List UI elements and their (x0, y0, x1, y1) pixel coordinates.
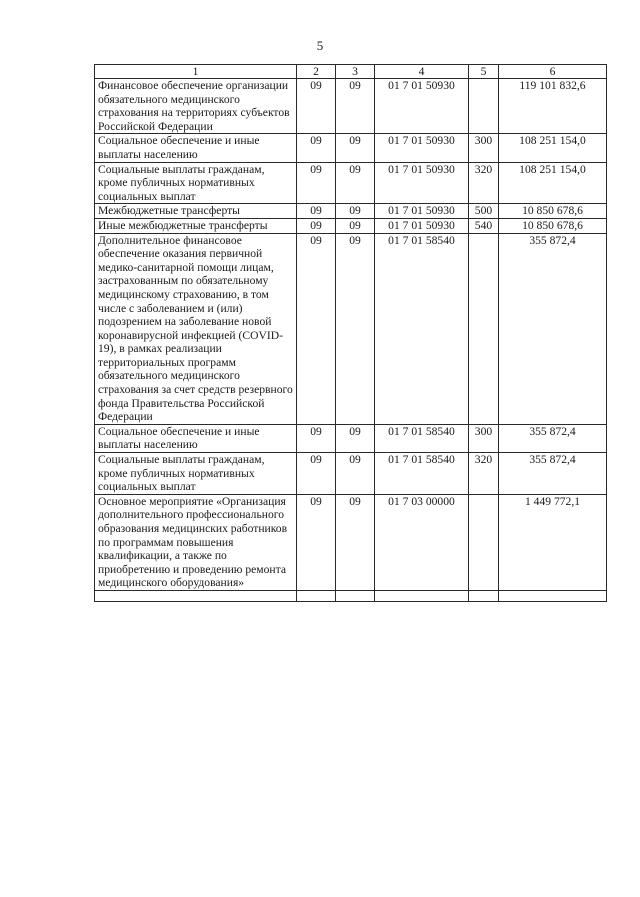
table-row (95, 424, 607, 452)
page-number: 5 (316, 38, 324, 53)
row-rz: 09 (297, 494, 336, 590)
table-row (95, 162, 607, 204)
spacer-cell (95, 590, 297, 601)
header-col-2: 2 (297, 65, 336, 79)
row-name: Дополнительное финансовое обеспечение оказания первичной медико-санитарной помощи лицам, застрахованным по обязательному медицинскому страхованию, в том числе с заболеванием и (или) подозрением на заболевание новой коронавирусной инфекцией (COVID-19), в рамках реализации территориальных программ обязательного медицинского страхования за счет средств резервного фонда Правительства Российской Федерации (95, 233, 297, 424)
row-csr: 01 7 01 50930 (375, 162, 469, 204)
row-vr (469, 233, 499, 424)
row-csr: 01 7 03 00000 (375, 494, 469, 590)
row-pr: 09 (336, 79, 375, 134)
row-vr: 500 (469, 204, 499, 219)
header-col-5: 5 (469, 65, 499, 79)
row-name: Социальные выплаты гражданам, кроме публичных нормативных социальных выплат (95, 162, 297, 204)
spacer-cell (469, 590, 499, 601)
row-pr: 09 (336, 424, 375, 452)
budget-table (94, 64, 607, 602)
table-row (95, 233, 607, 424)
table-row-spacer (95, 590, 607, 601)
row-csr: 01 7 01 50930 (375, 204, 469, 219)
row-rz: 09 (297, 218, 336, 233)
row-name: Межбюджетные трансферты (95, 204, 297, 219)
row-name: Социальное обеспечение и иные выплаты населению (95, 424, 297, 452)
row-pr: 09 (336, 453, 375, 495)
row-name: Социальное обеспечение и иные выплаты населению (95, 134, 297, 162)
row-name: Основное мероприятие «Организация дополнительного профессионального образования медицинских работников по программам повышения квалификации, а также по приобретению и проведению ремонта медицинского оборудования» (95, 494, 297, 590)
row-amount: 119 101 832,6 (499, 79, 607, 134)
row-csr: 01 7 01 50930 (375, 79, 469, 134)
row-vr: 320 (469, 453, 499, 495)
row-pr: 09 (336, 204, 375, 219)
table-header-row (95, 65, 607, 79)
header-col-3: 3 (336, 65, 375, 79)
row-pr: 09 (336, 162, 375, 204)
row-name: Иные межбюджетные трансферты (95, 218, 297, 233)
table-row (95, 79, 607, 134)
row-csr: 01 7 01 58540 (375, 424, 469, 452)
row-rz: 09 (297, 162, 336, 204)
row-vr: 300 (469, 134, 499, 162)
row-amount: 10 850 678,6 (499, 218, 607, 233)
row-vr: 300 (469, 424, 499, 452)
row-rz: 09 (297, 134, 336, 162)
spacer-cell (499, 590, 607, 601)
row-vr: 320 (469, 162, 499, 204)
spacer-cell (336, 590, 375, 601)
row-rz: 09 (297, 424, 336, 452)
table-row (95, 453, 607, 495)
header-col-1: 1 (95, 65, 297, 79)
row-rz: 09 (297, 453, 336, 495)
spacer-cell (297, 590, 336, 601)
row-amount: 355 872,4 (499, 424, 607, 452)
row-rz: 09 (297, 79, 336, 134)
row-pr: 09 (336, 218, 375, 233)
row-pr: 09 (336, 233, 375, 424)
row-vr (469, 494, 499, 590)
row-csr: 01 7 01 58540 (375, 233, 469, 424)
row-amount: 355 872,4 (499, 453, 607, 495)
row-amount: 108 251 154,0 (499, 162, 607, 204)
row-pr: 09 (336, 134, 375, 162)
header-col-4: 4 (375, 65, 469, 79)
row-name: Социальные выплаты гражданам, кроме публичных нормативных социальных выплат (95, 453, 297, 495)
row-amount: 108 251 154,0 (499, 134, 607, 162)
row-csr: 01 7 01 58540 (375, 453, 469, 495)
row-rz: 09 (297, 233, 336, 424)
row-amount: 10 850 678,6 (499, 204, 607, 219)
table-row (95, 494, 607, 590)
row-pr: 09 (336, 494, 375, 590)
row-csr: 01 7 01 50930 (375, 218, 469, 233)
table-row (95, 218, 607, 233)
spacer-cell (375, 590, 469, 601)
table-row (95, 204, 607, 219)
row-amount: 355 872,4 (499, 233, 607, 424)
row-vr: 540 (469, 218, 499, 233)
row-amount: 1 449 772,1 (499, 494, 607, 590)
row-csr: 01 7 01 50930 (375, 134, 469, 162)
row-vr (469, 79, 499, 134)
row-name: Финансовое обеспечение организации обязательного медицинского страхования на территориях субъектов Российской Федерации (95, 79, 297, 134)
row-rz: 09 (297, 204, 336, 219)
header-col-6: 6 (499, 65, 607, 79)
table-row (95, 134, 607, 162)
